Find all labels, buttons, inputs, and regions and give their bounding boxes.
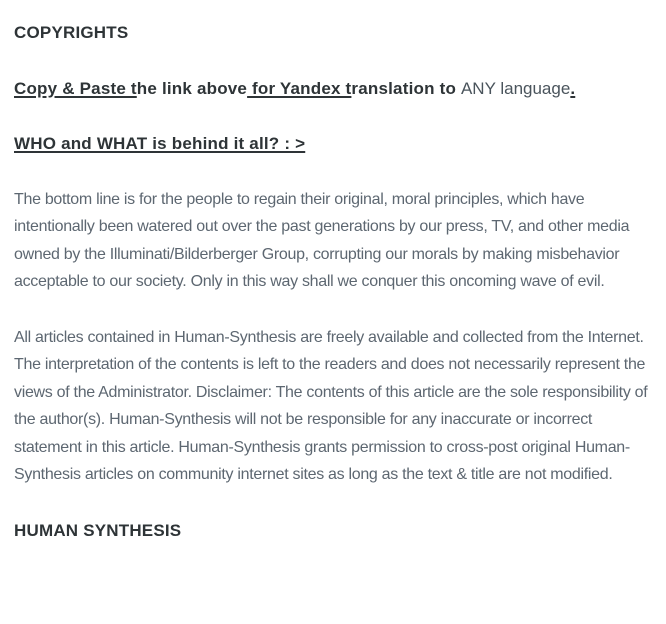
translation-note xyxy=(14,75,652,103)
human-synthesis-heading: HUMAN SYNTHESIS xyxy=(14,520,182,540)
copy-paste-underlined-text: Copy & Paste t xyxy=(14,78,137,98)
copyrights-heading: COPYRIGHTS xyxy=(14,23,129,42)
period-underlined-text: . xyxy=(570,78,576,98)
any-language-text: ANY language xyxy=(460,78,571,98)
who-link-line xyxy=(14,130,652,158)
yandex-underlined-text: for Yandex t xyxy=(247,78,352,98)
who-what-link[interactable]: WHO and WHAT is behind it all? : > xyxy=(14,134,306,153)
translation-note-text-1: he link above xyxy=(136,78,248,98)
paragraph-disclaimer: All articles contained in Human-Synthesis are freely available and collected from the Internet. The interpretation of the contents is left to the readers and does not necessarily represent the views of the Administrator. Disclaimer: The contents of this article are the sole responsibility of the author(s). Human-Synthesis will not be responsible for any inaccurate or incorrect statement in this article. Human-Synthesis grants permission to cross-post original Human-Synthesis articles on community internet sites as long as the text & title are not modified. xyxy=(14,328,648,483)
translation-note-text-2: ranslation to xyxy=(351,78,461,98)
paragraph-moral-principles: The bottom line is for the people to regain their original, moral principles, which have intentionally been watered out over the past generations by our press, TV, and other media owned by the Illuminati/Bilderberger Group, corrupting our morals by making misbehavior acceptable to our society. Only in this way shall we conquer this oncoming wave of evil. xyxy=(14,190,630,290)
